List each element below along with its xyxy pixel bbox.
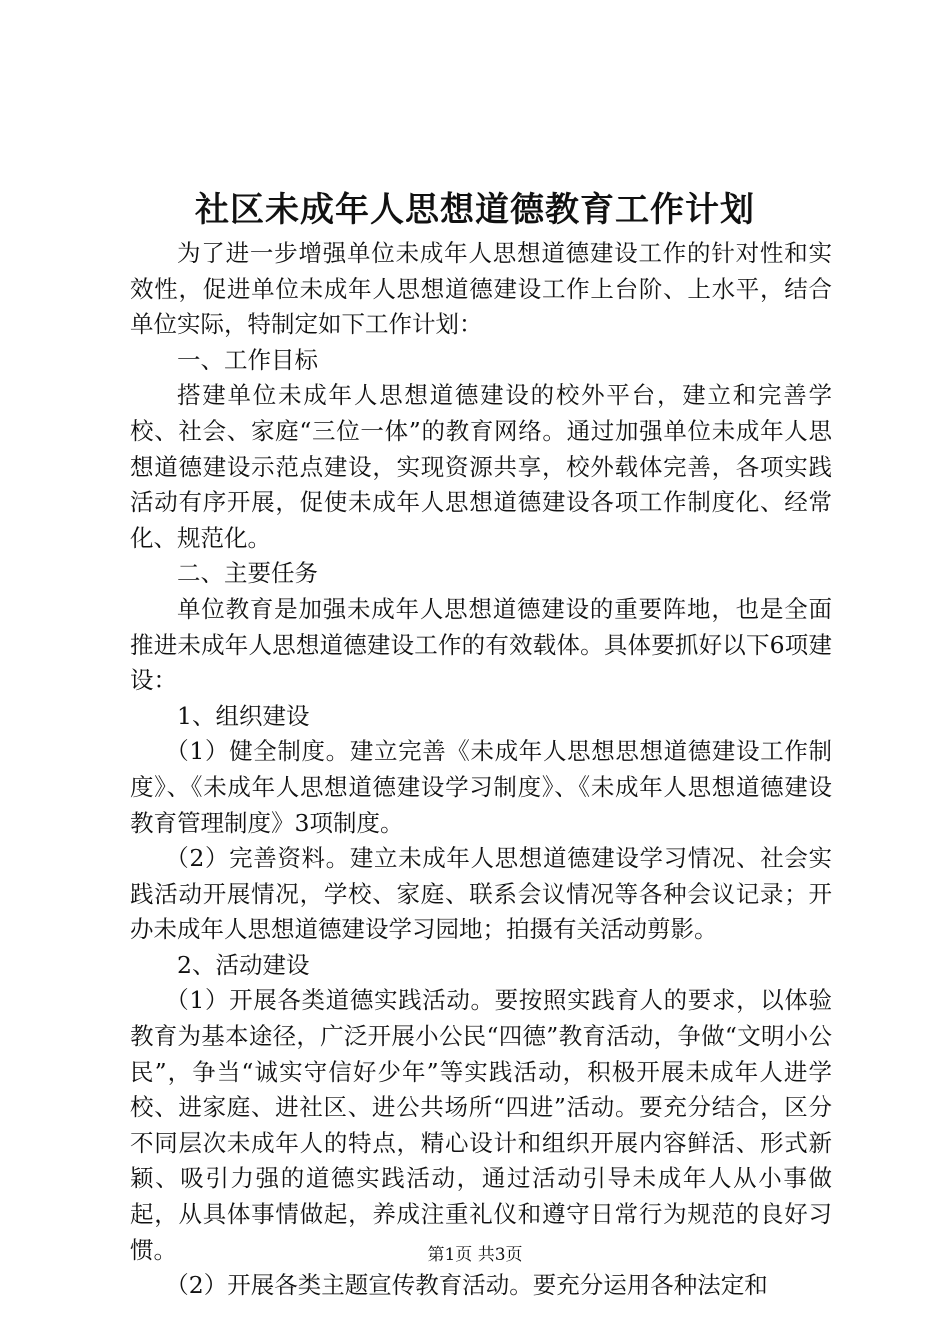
intro-paragraph: 为了进一步增强单位未成年人思想道德建设工作的针对性和实效性，促进单位未成年人思想道德建设工作上台阶、上水平，结合单位实际，特制定如下工作计划： [130,239,832,339]
subsection-heading-activities: 2、活动建设 [177,950,310,979]
item-paragraph: （2）开展各类主题宣传教育活动。要充分运用各种法定和 [165,1271,768,1300]
section-heading-goals: 一、工作目标 [177,345,318,374]
page-number-footer: 第1页 共3页 [427,1245,523,1265]
item-paragraph: （1）开展各类道德实践活动。要按照实践育人的要求，以体验教育为基本途径，广泛开展小公民“四德”教育活动，争做“文明小公民”，争当“诚实守信好少年”等实践活动，积极开展未成年人进学校、进家庭、进社区、进公共场所“四进”活动。要充分结合，区分不同层次未成年人的特点，精心设计和组织开展内容鲜活、形式新颖、吸引力强的道德实践活动，通过活动引导未成年人从小事做起，从具体事情做起，养成注重礼仪和遵守日常行为规范的良好习惯。 [130,986,832,1264]
section-heading-tasks: 二、主要任务 [177,559,318,588]
tasks-paragraph: 单位教育是加强未成年人思想道德建设的重要阵地，也是全面推进未成年人思想道德建设工作的有效载体。具体要抓好以下6项建设： [130,594,832,695]
subsection-heading-organization: 1、组织建设 [177,701,310,730]
document-title: 社区未成年人思想道德教育工作计划 [195,190,755,230]
item-paragraph: （2）完善资料。建立未成年人思想道德建设学习情况、社会实践活动开展情况，学校、家庭、联系会议情况等各种会议记录；开办未成年人思想道德建设学习园地；拍摄有关活动剪影。 [130,844,832,944]
document-body [130,236,832,1304]
item-paragraph: （1）健全制度。建立完善《未成年人思想思想道德建设工作制度》、《未成年人思想道德建设学习制度》、《未成年人思想道德建设教育管理制度》3项制度。 [130,737,832,837]
goals-paragraph: 搭建单位未成年人思想道德建设的校外平台，建立和完善学校、社会、家庭“三位一体”的教育网络。通过加强单位未成年人思想道德建设示范点建设，实现资源共享，校外载体完善，各项实践活动有序开展，促使未成年人思想道德建设各项工作制度化、经常化、规范化。 [130,381,832,552]
